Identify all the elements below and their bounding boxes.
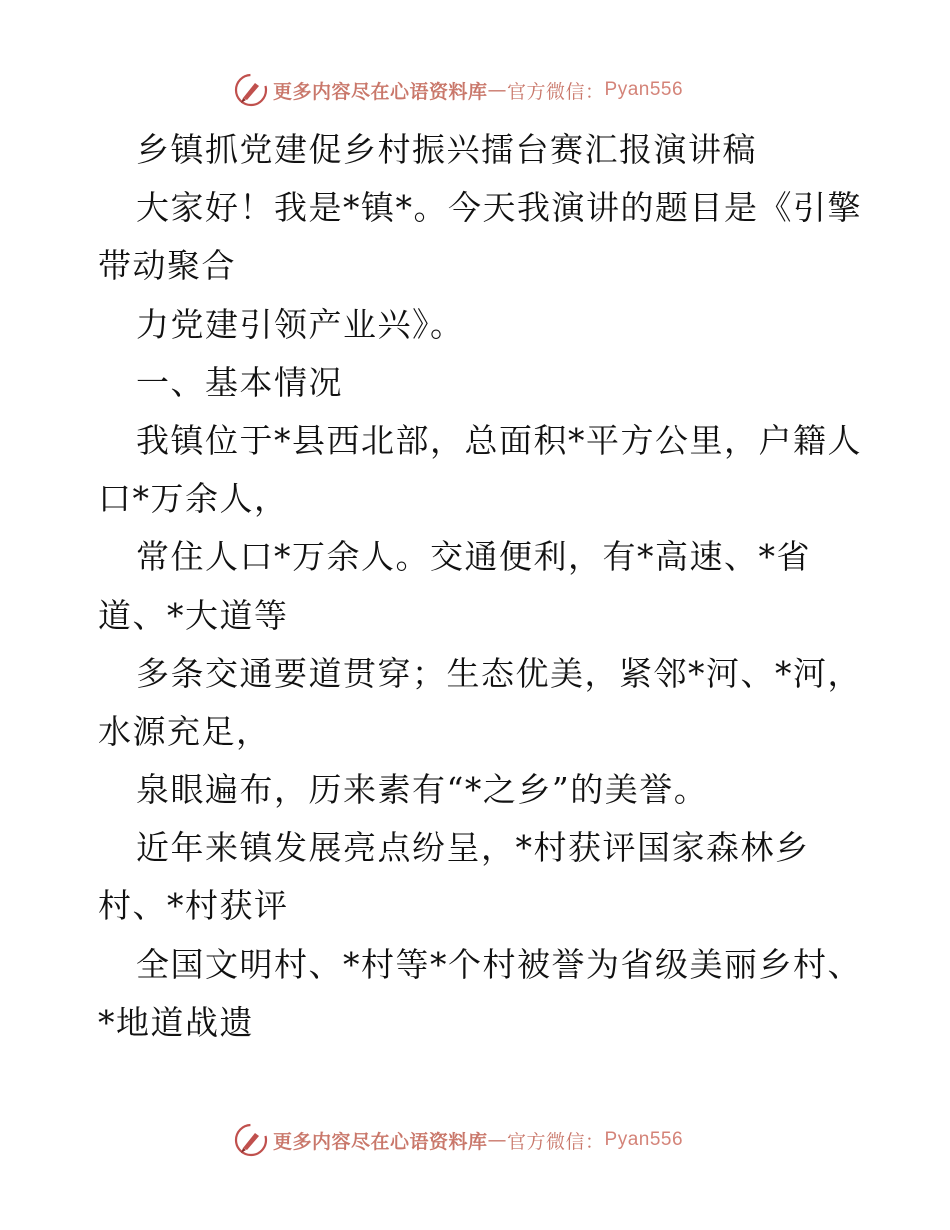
- paragraph-line: 道、*大道等: [98, 595, 289, 635]
- watermark-sub-text: 官方微信：: [507, 80, 605, 103]
- pen-logo-icon: [233, 72, 269, 108]
- document-title: 乡镇抓党建促乡村振兴擂台赛汇报演讲稿: [136, 130, 757, 169]
- paragraph-line: 水源充足，: [98, 711, 271, 751]
- paragraph-line: 口*万余人，: [98, 479, 289, 519]
- paragraph-line: 我镇位于*县西北部，总面积*平方公里，户籍人: [136, 420, 862, 460]
- watermark-main-text: 更多内容尽在心语资料库: [273, 80, 488, 103]
- paragraph-line: 力党建引领产业兴》。: [136, 304, 465, 344]
- paragraph-line: 近年来镇发展亮点纷呈，*村获评国家森林乡: [136, 828, 810, 868]
- section-heading: 一、基本情况: [136, 362, 343, 402]
- paragraph-line: *地道战遗: [98, 1002, 254, 1042]
- watermark-id: Pyan556: [604, 1129, 684, 1150]
- paragraph-line: 常住人口*万余人。交通便利，有*高速、*省: [136, 537, 811, 577]
- footer-watermark: [233, 1120, 683, 1160]
- watermark-main-text: 更多内容尽在心语资料库: [273, 1130, 488, 1153]
- watermark-sub-text: 官方微信：: [507, 1130, 605, 1153]
- watermark-separator: —: [487, 79, 508, 101]
- paragraph-line: 大家好！我是*镇*。今天我演讲的题目是《引擎: [136, 188, 862, 228]
- header-watermark: [233, 70, 683, 110]
- paragraph-line: 泉眼遍布，历来素有“*之乡”的美誉。: [136, 770, 709, 810]
- paragraph-line: 全国文明村、*村等*个村被誉为省级美丽乡村、: [136, 944, 862, 984]
- watermark-separator: —: [487, 1129, 508, 1151]
- document-body: [98, 121, 868, 1052]
- paragraph-line: 多条交通要道贯穿；生态优美，紧邻*河、*河，: [136, 653, 862, 693]
- paragraph-line: 带动聚合: [98, 246, 236, 286]
- paragraph-line: 村、*村获评: [98, 886, 289, 926]
- watermark-id: Pyan556: [604, 79, 684, 100]
- pen-logo-icon: [233, 1122, 269, 1158]
